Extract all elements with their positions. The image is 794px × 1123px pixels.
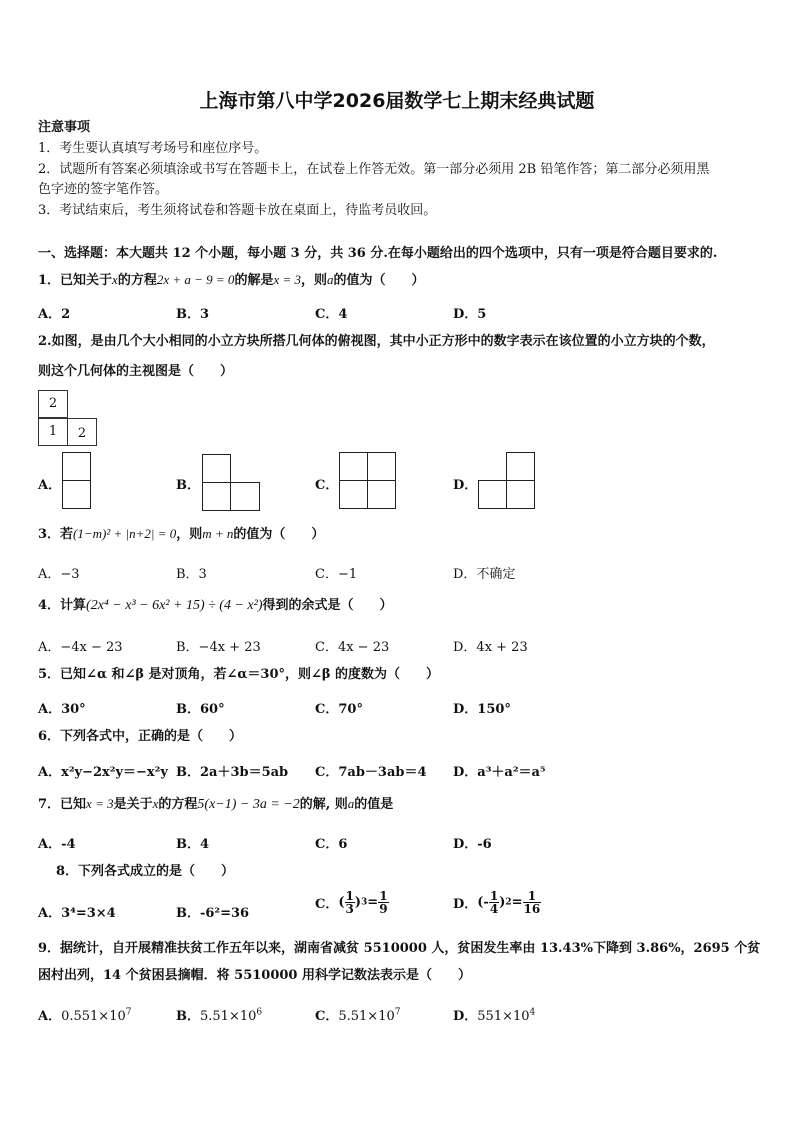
q5-option-b[interactable]: B．60° [176, 702, 225, 717]
option-label: D． [453, 897, 478, 912]
exponent: 7 [125, 1007, 132, 1018]
denominator: 3 [345, 902, 354, 916]
q1-text: 1．已知关于 [38, 273, 113, 288]
option-value: 5.51×10 [200, 1009, 257, 1024]
numerator: 1 [523, 890, 542, 903]
option-label: C． [315, 1009, 339, 1024]
q2-option-a[interactable]: A． [38, 478, 62, 493]
option-label: A． [38, 1009, 62, 1024]
q7-text: 7．已知 [38, 797, 87, 812]
q1-option-a[interactable]: A．2 [38, 307, 71, 322]
page-title: 上海市第八中学2026届数学七上期末经典试题 [199, 90, 595, 112]
q3-equation: (1−m)² + |n+2| = 0 [73, 526, 177, 541]
question-2-line1: 2.如图，是由几个大小相同的小立方块所搭几何体的俯视图，其中小正方形中的数字表示在该位置的小立方块的个数， [38, 334, 715, 349]
q3-option-b[interactable]: B．3 [176, 567, 207, 582]
q4-option-c[interactable]: C．4x − 23 [315, 640, 390, 655]
q1-option-d[interactable]: D．5 [453, 307, 487, 322]
numerator: 1 [489, 889, 499, 903]
q2-option-b[interactable]: B． [176, 478, 200, 493]
q3-option-c[interactable]: C．−1 [315, 567, 358, 582]
q9-option-a[interactable] [38, 1005, 131, 1024]
fraction [345, 890, 355, 915]
q7-text: 的解, 则 [299, 797, 348, 812]
q3-text: 的值为（ ） [233, 527, 325, 542]
q3-option-d[interactable]: D．不确定 [453, 567, 516, 582]
denominator: 4 [489, 902, 499, 916]
question-2-line2: 则这个几何体的主视图是（ ） [38, 364, 234, 379]
q9-option-c[interactable] [315, 1005, 400, 1024]
q9-option-b[interactable] [176, 1005, 262, 1024]
question-3 [38, 526, 324, 543]
denominator: 16 [523, 902, 541, 916]
equals: = [367, 895, 379, 910]
notice-item: 2．试题所有答案必须填涂或书写在答题卡上，在试卷上作答无效。第一部分必须用 2B 铅笔作答；第二部分必须用黑 [38, 162, 710, 177]
q6-option-b[interactable]: B．2a＋3b＝5ab [176, 765, 289, 780]
exponent: 4 [529, 1007, 536, 1018]
q2-option-d[interactable]: D． [453, 478, 478, 493]
q4-text: 4．计算 [38, 598, 87, 613]
question-7 [38, 796, 393, 813]
paren: ( [338, 895, 345, 910]
q4-expression: (2x⁴ − x³ − 6x² + 15) ÷ (4 − x²) [86, 598, 263, 613]
q5-option-d[interactable]: D．150° [453, 702, 511, 717]
q1-text: ，则 [301, 273, 328, 288]
q7-var: x [152, 796, 159, 811]
q3-expression: m + n [202, 526, 234, 541]
grid-cell: 1 [38, 418, 68, 446]
notice-item: 3．考试结束后，考生须将试卷和答题卡放在桌面上，待监考员收回。 [38, 203, 437, 218]
question-9-line2: 困村出列，14 个贫困县摘帽．将 5510000 用科学记数法表示是（ ） [38, 968, 471, 983]
q6-option-c[interactable]: C．7ab－3ab＝4 [315, 765, 427, 780]
q7-option-d[interactable]: D．-6 [453, 837, 492, 852]
paren: ) [354, 895, 362, 910]
notice-item: 1．考生要认真填写考场号和座位序号。 [38, 141, 268, 156]
notice-heading: 注意事项 [38, 120, 91, 135]
section-heading: 一、选择题：本大题共 12 个小题，每小题 3 分，共 36 分.在每小题给出的四个选项中，只有一项是符合题目要求的. [38, 246, 718, 261]
question-5: 5．已知∠α 和∠β 是对顶角，若∠α＝30°，则∠β 的度数为（ ） [38, 667, 440, 682]
q1-solution: x = 3 [273, 272, 301, 287]
q4-text: 得到的余式是（ ） [262, 598, 393, 613]
option-label: D． [453, 1009, 478, 1024]
option-value: 0.551×10 [61, 1009, 126, 1024]
exponent: 6 [256, 1007, 263, 1018]
q4-option-a[interactable]: A．−4x − 23 [38, 640, 123, 655]
option-label: C． [315, 897, 339, 912]
q3-option-a[interactable]: A．−3 [38, 567, 80, 582]
grid-cell: 2 [67, 418, 97, 446]
q8-option-c[interactable] [315, 890, 389, 915]
q1-text: 的值为（ ） [333, 273, 425, 288]
q7-text: 的值是 [354, 797, 394, 812]
q7-solution: x = 3 [86, 796, 114, 811]
q1-option-b[interactable]: B．3 [176, 307, 210, 322]
q7-text: 是关于 [113, 797, 153, 812]
q9-option-d[interactable] [453, 1005, 535, 1024]
notice-item: 色字迹的签字笔作答。 [38, 182, 169, 197]
question-4 [38, 598, 393, 614]
fraction [378, 890, 388, 915]
fraction [489, 890, 499, 915]
question-8: 8．下列各式成立的是（ ） [56, 864, 235, 879]
exponent: 2 [505, 897, 512, 908]
q5-option-a[interactable]: A．30° [38, 702, 86, 717]
numerator: 1 [379, 889, 388, 903]
grid-cell: 2 [38, 390, 68, 418]
q1-text: 的方程 [117, 273, 157, 288]
question-9-line1: 9．据统计，自开展精准扶贫工作五年以来，湖南省减贫 5510000 人，贫困发生率由 13.43%下降到 3.86%，2695 个贫 [38, 941, 761, 956]
q1-var: x [112, 272, 118, 287]
q1-var: a [327, 272, 334, 287]
q4-option-b[interactable]: B．−4x + 23 [176, 640, 261, 655]
paren: ) [499, 895, 506, 910]
q7-text: 的方程 [158, 797, 198, 812]
fraction [523, 890, 542, 915]
numerator: 1 [345, 889, 354, 903]
q6-option-a[interactable]: A．x²y−2x²y＝−x²y [38, 765, 168, 780]
paren: (- [477, 895, 489, 910]
option-value: 5.51×10 [338, 1009, 395, 1024]
q1-option-c[interactable]: C．4 [315, 307, 348, 322]
q1-text: 的解是 [234, 273, 274, 288]
q5-option-c[interactable]: C．70° [315, 702, 363, 717]
q3-text: 3．若 [38, 527, 74, 542]
q7-option-a[interactable]: A．-4 [38, 837, 76, 852]
exponent: 3 [361, 897, 368, 908]
q7-var: a [347, 796, 355, 811]
q7-equation: 5(x−1) − 3a = −2 [197, 797, 300, 812]
question-1 [38, 272, 425, 289]
q8-option-d[interactable] [453, 890, 541, 915]
option-value: 551×10 [477, 1009, 530, 1024]
option-label: B． [176, 1009, 200, 1024]
q4-option-d[interactable]: D．4x + 23 [453, 640, 528, 655]
q3-text: ，则 [176, 527, 203, 542]
denominator: 9 [379, 902, 388, 916]
exponent: 7 [394, 1007, 401, 1018]
q8-option-a[interactable]: A．3⁴=3×4 [38, 906, 116, 921]
q8-option-b[interactable]: B．-6²=36 [176, 906, 250, 921]
q6-option-d[interactable]: D．a³＋a²＝a⁵ [453, 765, 546, 780]
q7-option-c[interactable]: C．6 [315, 837, 348, 852]
q7-option-b[interactable]: B．4 [176, 837, 210, 852]
question-6: 6．下列各式中，正确的是（ ） [38, 729, 243, 744]
q2-option-c[interactable]: C． [315, 478, 339, 493]
q1-equation: 2x + a − 9 = 0 [156, 272, 235, 287]
equals: = [511, 895, 523, 910]
